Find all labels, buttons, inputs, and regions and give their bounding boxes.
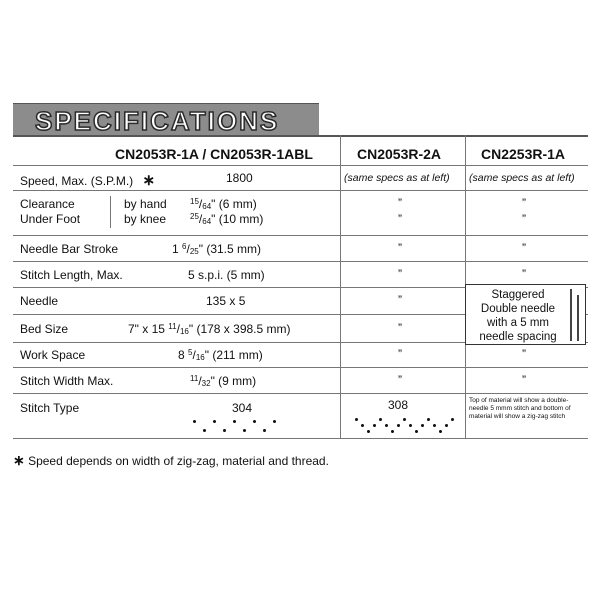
row-divider	[13, 190, 588, 191]
stitch-dot	[439, 430, 442, 433]
ditto-mark: ”	[398, 267, 402, 281]
stitch-type-304: 304	[232, 401, 253, 415]
ditto-mark: ”	[522, 373, 526, 387]
footnote-asterisk: ∗	[13, 452, 25, 468]
ditto-mark: ”	[398, 321, 402, 335]
table-bottom-rule	[13, 438, 588, 439]
ditto-mark: ”	[522, 347, 526, 361]
stitch-dot	[403, 418, 406, 421]
stitch-length-value: 5 s.p.i. (5 mm)	[188, 268, 265, 282]
stitch-dot	[379, 418, 382, 421]
stitch-dot	[243, 429, 246, 432]
ditto-mark: ”	[398, 241, 402, 255]
needle-note-line: Double needle	[480, 303, 556, 315]
ditto-mark: ”	[398, 293, 402, 307]
by-hand-value: $^{15}/_{64}$" (6 mm)	[190, 197, 257, 211]
stitch-dot	[263, 429, 266, 432]
speed-label: Speed, Max. (S.P.M.) ∗	[20, 172, 156, 189]
same-specs-col3: (same specs as at left)	[469, 172, 575, 184]
stitch-dot	[355, 418, 358, 421]
stitch-dot	[391, 430, 394, 433]
stitch-type-label: Stitch Type	[20, 401, 80, 415]
stitch-length-label: Stitch Length, Max.	[20, 268, 123, 282]
ditto-mark: ”	[398, 347, 402, 361]
stitch-dot	[397, 424, 400, 427]
row-divider	[13, 393, 588, 394]
header-col1: CN2053R-1A / CN2053R-1ABL	[115, 146, 313, 162]
needle-label: Needle	[20, 294, 59, 308]
ditto-mark: ”	[398, 196, 402, 210]
work-space-label: Work Space	[20, 348, 86, 362]
stitch-dot	[415, 430, 418, 433]
stitch-dot	[421, 424, 424, 427]
bed-size-label: Bed Size	[20, 322, 69, 336]
ditto-mark: ”	[522, 212, 526, 226]
under-foot-label: Under Foot	[20, 212, 81, 226]
ditto-mark: ”	[522, 267, 526, 281]
row-divider	[13, 367, 588, 368]
column-divider	[340, 135, 341, 438]
needle-note-line: needle spacing	[479, 331, 557, 343]
needle-drawing	[577, 295, 579, 341]
header-col2: CN2053R-2A	[357, 146, 442, 162]
asterisk-mark: ∗	[142, 172, 156, 189]
stitch-type-note: Top of material will show a double-needle 5 mmm stitch and bottom of material will show a zig-zag stitch	[469, 397, 571, 420]
stitch-dot	[445, 424, 448, 427]
stitch-dot	[193, 420, 196, 423]
stitch-dot	[203, 429, 206, 432]
stitch-dot	[409, 424, 412, 427]
stitch-dot	[213, 420, 216, 423]
speed-value: 1800	[226, 171, 253, 185]
row-divider	[13, 261, 588, 262]
same-specs-col2: (same specs as at left)	[344, 172, 450, 184]
speed-footnote	[13, 452, 329, 469]
stitch-width-label: Stitch Width Max.	[20, 374, 114, 388]
stitch-dot	[427, 418, 430, 421]
ditto-mark: ”	[522, 196, 526, 210]
table-top-rule	[13, 135, 588, 137]
stitch-dot	[233, 420, 236, 423]
stitch-dot	[433, 424, 436, 427]
needle-bar-value: 1 $^6/_{25}$" (31.5 mm)	[172, 242, 262, 256]
ditto-mark: ”	[398, 212, 402, 226]
stitch-type-308: 308	[388, 398, 409, 412]
stitch-dot	[385, 424, 388, 427]
work-space-value: 8 $^5/_{16}$" (211 mm)	[178, 348, 263, 362]
stitch-dot	[361, 424, 364, 427]
row-divider	[13, 235, 588, 236]
stitch-dot	[367, 430, 370, 433]
header-col3: CN2253R-1A	[481, 146, 566, 162]
stitch-dot	[253, 420, 256, 423]
by-knee-value: $^{25}/_{64}$" (10 mm)	[190, 212, 264, 226]
banner-title: SPECIFICATIONS	[35, 106, 280, 136]
by-hand-label: by hand	[124, 197, 167, 211]
ditto-mark: ”	[398, 373, 402, 387]
clearance-label: Clearance	[20, 197, 75, 211]
needle-drawing	[570, 289, 572, 341]
stitch-dot	[223, 429, 226, 432]
needle-bar-label: Needle Bar Stroke	[20, 242, 119, 256]
staggered-needle-note	[465, 284, 586, 345]
specifications-banner	[13, 103, 319, 135]
clearance-divider	[110, 196, 111, 228]
stitch-dot	[273, 420, 276, 423]
needle-note-line: Staggered	[491, 289, 545, 301]
by-knee-label: by knee	[124, 212, 167, 226]
bed-size-value: 7" x 15 $^{11}/_{16}$" (178 x 398.5 mm)	[128, 322, 291, 336]
ditto-mark: ”	[522, 241, 526, 255]
footnote-text: Speed depends on width of zig-zag, material and thread.	[28, 454, 329, 468]
needle-note-line: with a 5 mm	[487, 317, 549, 329]
needle-value: 135 x 5	[206, 294, 246, 308]
row-divider	[13, 165, 588, 166]
stitch-dot	[451, 418, 454, 421]
stitch-dot	[373, 424, 376, 427]
stitch-width-value: $^{11}/_{32}$" (9 mm)	[190, 374, 257, 388]
